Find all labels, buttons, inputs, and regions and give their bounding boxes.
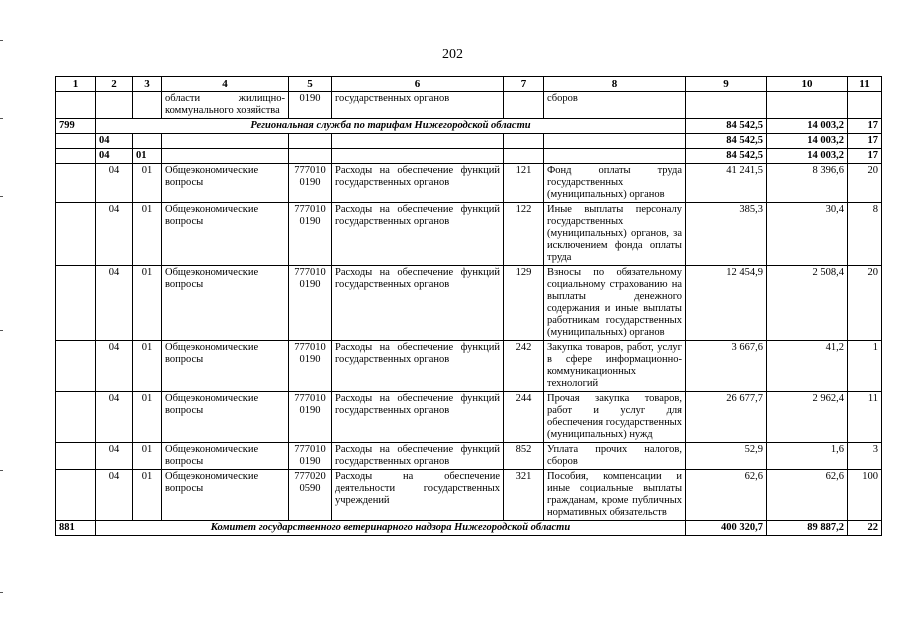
row-fact: 62,6	[767, 470, 848, 521]
row-type-code: 852	[504, 443, 544, 470]
subsection-04-01-row	[56, 149, 882, 164]
row-code	[56, 470, 96, 521]
header-col-2: 2	[96, 77, 133, 92]
row-plan: 41 241,5	[686, 164, 767, 203]
row-percent: 3	[848, 443, 882, 470]
margin-mark	[0, 118, 3, 119]
row-target-code: 777010 0190	[289, 341, 332, 392]
section-799-percent: 17	[848, 119, 882, 134]
row-subsection: 01	[133, 164, 162, 203]
row-subsection: 01	[133, 203, 162, 266]
row-percent: 11	[848, 392, 882, 443]
row-subsection: 01	[133, 443, 162, 470]
section-799-code: 799	[56, 119, 96, 134]
margin-mark	[0, 330, 3, 331]
row-plan: 62,6	[686, 470, 767, 521]
header-col-9: 9	[686, 77, 767, 92]
row-subsection: 01	[133, 392, 162, 443]
row-expense-name: Расходы на обеспечение функций государственных органов	[332, 392, 504, 443]
table-row	[56, 443, 882, 470]
subsection-04-percent: 17	[848, 134, 882, 149]
row-target-code: 777010 0190	[289, 164, 332, 203]
row-section: 04	[96, 164, 133, 203]
row-code	[56, 266, 96, 341]
row-expense-name: Расходы на обеспечение функций государственных органов	[332, 203, 504, 266]
row-plan: 3 667,6	[686, 341, 767, 392]
subsection-04-fact: 14 003,2	[767, 134, 848, 149]
row-code	[56, 341, 96, 392]
row-type-code: 121	[504, 164, 544, 203]
row-percent: 1	[848, 341, 882, 392]
row-type-name: Пособия, компенсации и иные социальные выплаты гражданам, кроме публичных нормативных обязательств	[544, 470, 686, 521]
row-type-code: 129	[504, 266, 544, 341]
row-section: 04	[96, 266, 133, 341]
row-purpose: Общеэкономические вопросы	[162, 203, 289, 266]
table-row	[56, 341, 882, 392]
section-881-title: Комитет государственного ветеринарного надзора Нижегородской области	[96, 521, 686, 536]
row-subsection: 01	[133, 341, 162, 392]
row-type-code: 244	[504, 392, 544, 443]
row-fact: 2 508,4	[767, 266, 848, 341]
row-target-code: 777010 0190	[289, 203, 332, 266]
table-row	[56, 470, 882, 521]
row-subsection: 01	[133, 470, 162, 521]
header-col-5: 5	[289, 77, 332, 92]
row-plan: 12 454,9	[686, 266, 767, 341]
table-row	[56, 266, 882, 341]
table-row	[56, 164, 882, 203]
row-subsection: 01	[133, 266, 162, 341]
row-type-code: 122	[504, 203, 544, 266]
header-col-7: 7	[504, 77, 544, 92]
row-percent: 100	[848, 470, 882, 521]
row-target-code: 777010 0190	[289, 443, 332, 470]
section-881-fact: 89 887,2	[767, 521, 848, 536]
row-type-code: 242	[504, 341, 544, 392]
subsection-04-plan: 84 542,5	[686, 134, 767, 149]
row-type-code: 321	[504, 470, 544, 521]
subsection-04-01-subsection: 01	[133, 149, 162, 164]
continuation-target-code: 0190	[289, 92, 332, 119]
row-type-name: Уплата прочих налогов, сборов	[544, 443, 686, 470]
row-type-name: Взносы по обязательному социальному страхованию на выплаты денежного содержания и иные выплаты работникам государственных (муниципальных) органов	[544, 266, 686, 341]
row-expense-name: Расходы на обеспечение деятельности государственных учреждений	[332, 470, 504, 521]
row-plan: 52,9	[686, 443, 767, 470]
row-purpose: Общеэкономические вопросы	[162, 470, 289, 521]
subsection-04-01-percent: 17	[848, 149, 882, 164]
row-section: 04	[96, 341, 133, 392]
row-expense-name: Расходы на обеспечение функций государственных органов	[332, 164, 504, 203]
continuation-row	[56, 92, 882, 119]
row-purpose: Общеэкономические вопросы	[162, 392, 289, 443]
table-row	[56, 392, 882, 443]
row-fact: 30,4	[767, 203, 848, 266]
continuation-purpose: области жилищно-коммунального хозяйства	[162, 92, 289, 119]
margin-mark	[0, 592, 3, 593]
row-fact: 41,2	[767, 341, 848, 392]
row-fact: 1,6	[767, 443, 848, 470]
section-881-code: 881	[56, 521, 96, 536]
row-section: 04	[96, 203, 133, 266]
margin-mark	[0, 40, 3, 41]
row-purpose: Общеэкономические вопросы	[162, 266, 289, 341]
header-col-3: 3	[133, 77, 162, 92]
row-percent: 8	[848, 203, 882, 266]
subsection-04-row	[56, 134, 882, 149]
continuation-expense-name: государственных органов	[332, 92, 504, 119]
budget-table	[55, 76, 882, 536]
table-row	[56, 203, 882, 266]
row-target-code: 777020 0590	[289, 470, 332, 521]
row-section: 04	[96, 392, 133, 443]
row-expense-name: Расходы на обеспечение функций государственных органов	[332, 443, 504, 470]
row-type-name: Прочая закупка товаров, работ и услуг для обеспечения государственных (муниципальных) нужд	[544, 392, 686, 443]
header-col-10: 10	[767, 77, 848, 92]
row-type-name: Закупка товаров, работ, услуг в сфере информационно-коммуникационных технологий	[544, 341, 686, 392]
row-type-name: Фонд оплаты труда государственных (муниципальных) органов	[544, 164, 686, 203]
section-881-plan: 400 320,7	[686, 521, 767, 536]
subsection-04-01-fact: 14 003,2	[767, 149, 848, 164]
row-target-code: 777010 0190	[289, 266, 332, 341]
row-purpose: Общеэкономические вопросы	[162, 341, 289, 392]
row-section: 04	[96, 443, 133, 470]
row-purpose: Общеэкономические вопросы	[162, 443, 289, 470]
header-col-11: 11	[848, 77, 882, 92]
section-799-row	[56, 119, 882, 134]
row-code	[56, 164, 96, 203]
row-percent: 20	[848, 164, 882, 203]
row-plan: 26 677,7	[686, 392, 767, 443]
row-code	[56, 203, 96, 266]
section-799-plan: 84 542,5	[686, 119, 767, 134]
row-code	[56, 443, 96, 470]
subsection-04-code: 04	[96, 134, 133, 149]
row-section: 04	[96, 470, 133, 521]
page-number: 202	[442, 47, 463, 62]
header-col-1: 1	[56, 77, 96, 92]
row-fact: 2 962,4	[767, 392, 848, 443]
header-row	[56, 77, 882, 92]
row-purpose: Общеэкономические вопросы	[162, 164, 289, 203]
section-799-title: Региональная служба по тарифам Нижегородской области	[96, 119, 686, 134]
continuation-type-name: сборов	[544, 92, 686, 119]
section-799-fact: 14 003,2	[767, 119, 848, 134]
section-881-row	[56, 521, 882, 536]
subsection-04-01-section: 04	[96, 149, 133, 164]
header-col-6: 6	[332, 77, 504, 92]
row-expense-name: Расходы на обеспечение функций государственных органов	[332, 266, 504, 341]
margin-mark	[0, 470, 3, 471]
subsection-04-01-plan: 84 542,5	[686, 149, 767, 164]
row-expense-name: Расходы на обеспечение функций государственных органов	[332, 341, 504, 392]
header-col-8: 8	[544, 77, 686, 92]
header-col-4: 4	[162, 77, 289, 92]
row-code	[56, 392, 96, 443]
margin-mark	[0, 196, 3, 197]
row-target-code: 777010 0190	[289, 392, 332, 443]
section-881-percent: 22	[848, 521, 882, 536]
row-fact: 8 396,6	[767, 164, 848, 203]
row-plan: 385,3	[686, 203, 767, 266]
row-type-name: Иные выплаты персоналу государственных (муниципальных) органов, за исключением фонда оплаты труда	[544, 203, 686, 266]
row-percent: 20	[848, 266, 882, 341]
